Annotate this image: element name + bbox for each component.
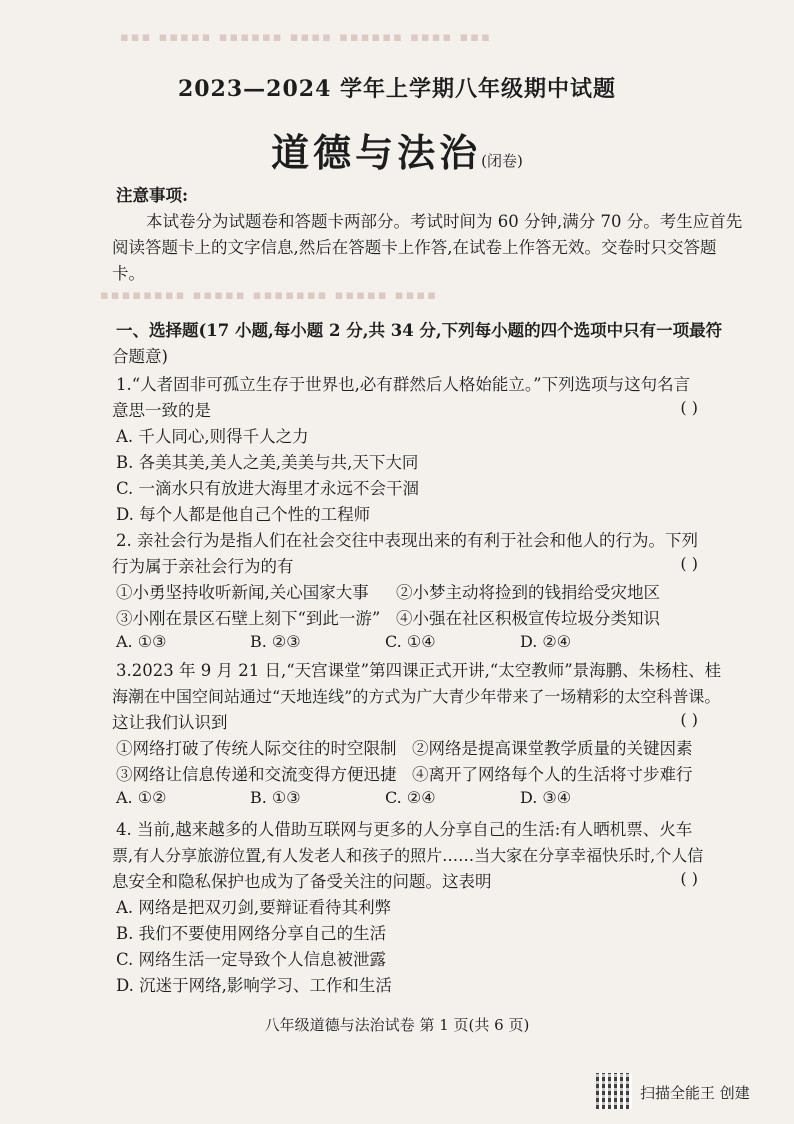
answer-bracket: ( ) [680, 398, 698, 417]
subject-note: (闭卷) [481, 152, 523, 170]
scanner-watermark: 扫描全能王 创建 [640, 1084, 750, 1102]
question-stem: 意思一致的是 [112, 401, 211, 420]
bleed-through-decoration: ▪▪▪ ▪▪▪▪▪ ▪▪▪▪▪▪ ▪▪▪▪ ▪▪▪▪▪▪ ▪▪▪▪ ▪▪▪ [120, 30, 492, 45]
option-d: D. ③④ [520, 788, 572, 807]
section-heading: 一、选择题(17 小题,每小题 2 分,共 34 分,下列每小题的四个选项中只有一项最符 [116, 321, 723, 340]
option-a: A. ①② [116, 788, 167, 807]
question-stem: 票,有人分享旅游位置,有人发老人和孩子的照片……当大家在分享幸福快乐时,个人信 [112, 846, 704, 865]
option-b: B. 我们不要使用网络分享自己的生活 [116, 924, 387, 943]
subject-title [0, 122, 794, 177]
question-stem: 1.“人者固非可孤立生存于世界也,必有群然后人格始能立。”下列选项与这句名言 [116, 375, 691, 394]
option-d: D. ②④ [520, 632, 572, 651]
answer-bracket: ( ) [680, 710, 698, 729]
statement-4: ④离开了网络每个人的生活将寸步难行 [412, 765, 693, 784]
statement-2: ②网络是提高课堂教学质量的关键因素 [412, 739, 693, 758]
option-a: A. 千人同心,则得千人之力 [116, 427, 309, 446]
statement-1: ①小勇坚持收听新闻,关心国家大事 [116, 583, 369, 602]
option-d: D. 每个人都是他自己个性的工程师 [116, 505, 371, 524]
question-stem: 海潮在中国空间站通过“天地连线”的方式为广大青少年带来了一场精彩的太空科普课。 [112, 687, 721, 706]
question-stem: 2. 亲社会行为是指人们在社会交往中表现出来的有利于社会和他人的行为。下列 [116, 531, 698, 550]
answer-bracket: ( ) [680, 554, 698, 573]
notice-line: 卡。 [112, 264, 145, 283]
section-heading-cont: 合题意) [112, 347, 168, 366]
notice-line: 阅读答题卡上的文字信息,然后在答题卡上作答,在试卷上作答无效。交卷时只交答题 [112, 238, 717, 257]
statement-1: ①网络打破了传统人际交往的时空限制 [116, 739, 397, 758]
question-stem: 3.2023 年 9 月 21 日,“天宫课堂”第四课正式开讲,“太空教师”景海鹏、朱杨柱、桂 [116, 661, 722, 680]
bleed-through-decoration: ▪▪▪▪▪▪▪▪ ▪▪▪▪▪ ▪▪▪▪▪▪▪ ▪▪▪▪▪ ▪▪▪▪ [100, 288, 439, 303]
option-b: B. ①③ [250, 788, 301, 807]
option-b: B. ②③ [250, 632, 301, 651]
notice-line: 本试卷分为试题卷和答题卡两部分。考试时间为 60 分钟,满分 70 分。考生应首先 [146, 212, 743, 231]
question-stem: 息安全和隐私保护也成为了备受关注的问题。这表明 [112, 872, 492, 891]
option-d: D. 沉迷于网络,影响学习、工作和生活 [116, 976, 392, 995]
notice-heading: 注意事项: [116, 186, 189, 205]
subject-name: 道德与法治 [271, 130, 482, 175]
option-c: C. 网络生活一定导致个人信息被泄露 [116, 950, 387, 969]
question-stem: 这让我们认识到 [112, 713, 228, 732]
question-stem: 4. 当前,越来越多的人借助互联网与更多的人分享自己的生活:有人晒机票、火车 [116, 820, 693, 839]
question-stem: 行为属于亲社会行为的有 [112, 557, 294, 576]
option-a: A. 网络是把双刃剑,要辩证看待其利弊 [116, 898, 392, 917]
option-a: A. ①③ [116, 632, 167, 651]
statement-3: ③网络让信息传递和交流变得方便迅捷 [116, 765, 397, 784]
option-b: B. 各美其美,美人之美,美美与共,天下大同 [116, 453, 419, 472]
statement-3: ③小刚在景区石壁上刻下“到此一游” [116, 609, 381, 628]
qr-code-icon [596, 1073, 632, 1109]
option-c: C. 一滴水只有放进大海里才永远不会干涸 [116, 479, 420, 498]
option-c: C. ①④ [385, 632, 436, 651]
exam-title: 2023—2024 学年上学期八年级期中试题 [177, 76, 617, 102]
statement-2: ②小梦主动将捡到的钱捐给受灾地区 [396, 583, 660, 602]
page-footer: 八年级道德与法治试卷 第 1 页(共 6 页) [264, 1016, 530, 1034]
statement-4: ④小强在社区积极宣传垃圾分类知识 [396, 609, 660, 628]
answer-bracket: ( ) [680, 869, 698, 888]
option-c: C. ②④ [385, 788, 436, 807]
